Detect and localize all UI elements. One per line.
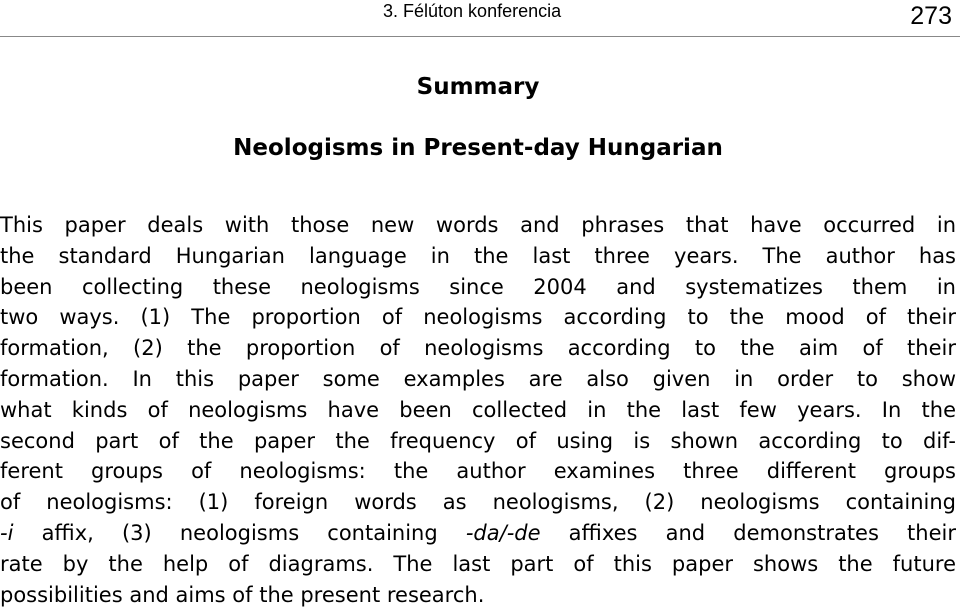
abstract-line: what kinds of neologisms have been collected in the last few years. In the [0,397,956,422]
abstract-line: second part of the paper the frequency of using is shown according to dif- [0,428,956,453]
abstract-line: formation. In this paper some examples are also given in order to show [0,366,956,391]
abstract-paragraph [0,210,956,610]
abstract-line-with-affixes [0,518,956,549]
abstract-line: formation, (2) the proportion of neologisms according to the aim of their [0,336,956,361]
affix-i: -i [0,520,14,545]
abstract-line: possibilities and aims of the present research. [0,582,485,607]
abstract-line: been collecting these neologisms since 2004 and systematizes them in [0,274,956,299]
header-rule [0,36,960,37]
abstract-text: affixes and demonstrates their [540,520,956,545]
abstract-line: rate by the help of diagrams. The last part of this paper shows the future [0,551,956,576]
page-header [0,0,960,38]
abstract-line: ferent groups of neologisms: the author examines three different groups [0,459,956,484]
summary-heading: Summary [416,74,540,100]
running-title: 3. Félúton konferencia [383,1,562,21]
abstract-line: two ways. (1) The proportion of neologisms according to the mood of their [0,305,956,330]
abstract-line: the standard Hungarian language in the last three years. The author has [0,243,956,268]
abstract-text: affix, (3) neologisms containing [13,520,466,545]
affix-da-de: -da/-de [465,520,541,545]
abstract-line: This paper deals with those new words and phrases that have occurred in [0,213,956,237]
abstract-line: of neologisms: (1) foreign words as neologisms, (2) neologisms containing [0,490,956,515]
page-number: 273 [910,2,952,30]
paper-title: Neologisms in Present-day Hungarian [233,135,723,161]
